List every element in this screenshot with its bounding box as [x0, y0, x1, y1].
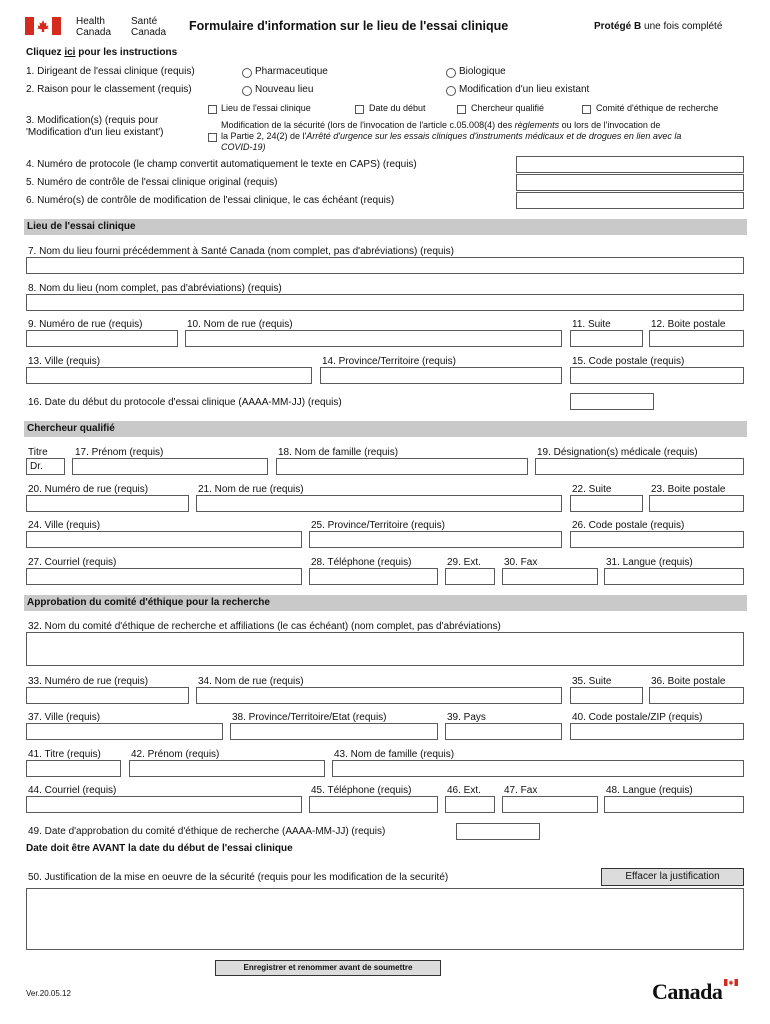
q32-label: 32. Nom du comité d'éthique de recherche et affiliations (le cas échéant) (nom complet, pas d'abréviations): [28, 621, 501, 632]
q48-label: 48. Langue (requis): [606, 785, 693, 796]
q10-label: 10. Nom de rue (requis): [187, 319, 293, 330]
form-title: Formulaire d'information sur le lieu de l'essai clinique: [189, 19, 509, 33]
q2-radio-new[interactable]: [242, 86, 252, 96]
section-investigator-header: Chercheur qualifié: [24, 421, 747, 437]
q41-input[interactable]: [26, 760, 121, 777]
q21-label: 21. Nom de rue (requis): [198, 484, 304, 495]
q10-input[interactable]: [185, 330, 562, 347]
q44-label: 44. Courriel (requis): [28, 785, 117, 796]
q3-opt-site: Lieu de l'essai clinique: [221, 103, 311, 113]
q14-label: 14. Province/Territoire (requis): [322, 356, 456, 367]
q49-input[interactable]: [456, 823, 540, 840]
q3-safety-1: Modification de la sécurité (lors de l'invocation de l'article c.05.008(4) des: [221, 120, 513, 130]
q13-input[interactable]: [26, 367, 312, 384]
q3-safety-1-end: ou lors de l'invocation de: [561, 120, 661, 130]
q24-label: 24. Ville (requis): [28, 520, 101, 531]
q42-input[interactable]: [129, 760, 325, 777]
q22-label: 22. Suite: [572, 484, 612, 495]
clear-justification-button[interactable]: Effacer la justification: [601, 868, 744, 886]
q36-label: 36. Boite postale: [651, 676, 726, 687]
q42-label: 42. Prénom (requis): [131, 749, 220, 760]
q39-input[interactable]: [445, 723, 562, 740]
q19-input[interactable]: [535, 458, 744, 475]
q3-checkbox-ethics[interactable]: [582, 105, 591, 114]
protected-label: [594, 21, 722, 32]
q7-label: 7. Nom du lieu fourni précédemment à Santé Canada (nom complet, pas d'abréviations) (requis): [28, 246, 455, 257]
protected-b: Protégé B: [594, 21, 642, 32]
q3-opt-ethics: Comité d'éthique de recherche: [596, 103, 719, 113]
q26-label: 26. Code postale (requis): [572, 520, 685, 531]
q46-input[interactable]: [445, 796, 495, 813]
q3-label-1: 3. Modification(s) (requis pour: [26, 115, 159, 126]
q3-checkbox-date[interactable]: [355, 105, 364, 114]
q3-safety-line1: [221, 120, 660, 130]
titre-input[interactable]: Dr.: [26, 458, 65, 475]
version-label: Ver.20.05.12: [26, 989, 71, 998]
instructions-pre: Cliquez: [26, 47, 62, 58]
q12-label: 12. Boite postale: [651, 319, 726, 330]
q28-input[interactable]: [309, 568, 438, 585]
q40-input[interactable]: [570, 723, 744, 740]
q29-input[interactable]: [445, 568, 495, 585]
q49-note: Date doit être AVANT la date du début de l'essai clinique: [26, 843, 293, 854]
q4-input[interactable]: [516, 156, 744, 173]
q34-label: 34. Nom de rue (requis): [198, 676, 304, 687]
q46-label: 46. Ext.: [447, 785, 481, 796]
q45-input[interactable]: [309, 796, 438, 813]
q28-label: 28. Téléphone (requis): [311, 557, 412, 568]
q1-opt-bio: Biologique: [459, 66, 506, 77]
dept-en-line1: Health: [76, 16, 105, 27]
q3-safety-3-italic: COVID-19): [221, 142, 266, 152]
q35-input[interactable]: [570, 687, 643, 704]
q6-input[interactable]: [516, 192, 744, 209]
q9-label: 9. Numéro de rue (requis): [28, 319, 143, 330]
q16-label: 16. Date du début du protocole d'essai clinique (AAAA-MM-JJ) (requis): [28, 397, 342, 408]
q50-textarea[interactable]: [26, 888, 744, 950]
q31-input[interactable]: [604, 568, 744, 585]
q1-radio-bio[interactable]: [446, 68, 456, 78]
canada-flag-icon: [25, 17, 61, 35]
q43-input[interactable]: [332, 760, 744, 777]
q3-safety-line3: [221, 142, 266, 152]
q30-label: 30. Fax: [504, 557, 538, 568]
q3-opt-investigator: Chercheur qualifié: [471, 103, 545, 113]
q27-label: 27. Courriel (requis): [28, 557, 117, 568]
q3-checkbox-safety[interactable]: [208, 133, 217, 142]
q1-label: 1. Dirigeant de l'essai clinique (requis): [26, 66, 195, 77]
q44-input[interactable]: [26, 796, 302, 813]
q19-label: 19. Désignation(s) médicale (requis): [537, 447, 698, 458]
section-site-header: Lieu de l'essai clinique: [24, 219, 747, 235]
q3-safety-1-italic: règlements: [514, 120, 560, 130]
q6-label: 6. Numéro(s) de contrôle de modification de l'essai clinique, le cas échéant (requis): [26, 195, 395, 206]
q37-label: 37. Ville (requis): [28, 712, 101, 723]
q25-label: 25. Province/Territoire (requis): [311, 520, 445, 531]
q11-label: 11. Suite: [572, 319, 611, 330]
q17-input[interactable]: [72, 458, 268, 475]
q8-label: 8. Nom du lieu (nom complet, pas d'abréviations) (requis): [28, 283, 282, 294]
q3-opt-date: Date du début: [369, 103, 426, 113]
q26-input[interactable]: [570, 531, 744, 548]
q49-label: 49. Date d'approbation du comité d'éthique de recherche (AAAA-MM-JJ) (requis): [28, 826, 386, 837]
q1-opt-pharma: Pharmaceutique: [255, 66, 328, 77]
q17-label: 17. Prénom (requis): [75, 447, 164, 458]
q4-label: 4. Numéro de protocole (le champ convertit automatiquement le texte en CAPS) (requis): [26, 159, 417, 170]
q3-safety-2-italic: Arrêté d'urgence sur les essais cliniques d'instruments médicaux et de drogues en lien avec la: [306, 131, 682, 141]
q15-input[interactable]: [570, 367, 744, 384]
q35-label: 35. Suite: [572, 676, 612, 687]
protected-rest: une fois complété: [644, 21, 723, 32]
q8-input[interactable]: [26, 294, 744, 311]
q40-label: 40. Code postale/ZIP (requis): [572, 712, 703, 723]
q20-label: 20. Numéro de rue (requis): [28, 484, 149, 495]
instructions-line: [26, 47, 177, 58]
q41-label: 41. Titre (requis): [28, 749, 101, 760]
q11-input[interactable]: [570, 330, 643, 347]
q45-label: 45. Téléphone (requis): [311, 785, 412, 796]
titre-label: Titre: [28, 447, 48, 458]
q3-safety-line2: [221, 131, 681, 141]
q15-label: 15. Code postale (requis): [572, 356, 685, 367]
dept-en-line2: Canada: [76, 27, 112, 38]
q23-input[interactable]: [649, 495, 744, 512]
q5-label: 5. Numéro de contrôle de l'essai clinique original (requis): [26, 177, 278, 188]
save-rename-button[interactable]: Enregistrer et renommer avant de soumettre: [215, 960, 441, 976]
q47-input[interactable]: [502, 796, 598, 813]
q13-label: 13. Ville (requis): [28, 356, 101, 367]
q29-label: 29. Ext.: [447, 557, 481, 568]
section-ethics-header: Approbation du comité d'éthique pour la recherche: [24, 595, 747, 611]
q14-input[interactable]: [320, 367, 562, 384]
q18-label: 18. Nom de famille (requis): [278, 447, 399, 458]
q33-label: 33. Numéro de rue (requis): [28, 676, 149, 687]
wordmark-flag-icon: [724, 979, 738, 986]
q2-label: 2. Raison pour le classement (requis): [26, 84, 192, 95]
q3-checkbox-investigator[interactable]: [457, 105, 466, 114]
q50-label: 50. Justification de la mise en oeuvre de la sécurité (requis pour les modification de la securité): [28, 872, 449, 883]
q16-input[interactable]: [570, 393, 654, 410]
q34-input[interactable]: [196, 687, 562, 704]
q27-input[interactable]: [26, 568, 302, 585]
q47-label: 47. Fax: [504, 785, 538, 796]
q21-input[interactable]: [196, 495, 562, 512]
q2-radio-modify[interactable]: [446, 86, 456, 96]
instructions-link[interactable]: ici: [64, 47, 76, 58]
q2-opt-new: Nouveau lieu: [255, 84, 314, 95]
q7-input[interactable]: [26, 257, 744, 274]
q2-opt-modify: Modification d'un lieu existant: [459, 84, 590, 95]
q38-input[interactable]: [230, 723, 438, 740]
instructions-post: pour les instructions: [78, 47, 178, 58]
q33-input[interactable]: [26, 687, 189, 704]
q25-input[interactable]: [309, 531, 562, 548]
q31-label: 31. Langue (requis): [606, 557, 693, 568]
q37-input[interactable]: [26, 723, 223, 740]
canada-wordmark: [652, 979, 722, 1005]
q30-input[interactable]: [502, 568, 598, 585]
q12-input[interactable]: [649, 330, 744, 347]
canada-wordmark-text: Canada: [652, 979, 723, 1004]
q3-checkbox-site[interactable]: [208, 105, 217, 114]
q23-label: 23. Boite postale: [651, 484, 726, 495]
q22-input[interactable]: [570, 495, 643, 512]
q1-radio-pharma[interactable]: [242, 68, 252, 78]
q5-input[interactable]: [516, 174, 744, 191]
dept-fr-line1: Santé: [131, 16, 158, 27]
q32-input[interactable]: [26, 632, 744, 666]
q24-input[interactable]: [26, 531, 302, 548]
q43-label: 43. Nom de famille (requis): [334, 749, 455, 760]
q3-label-2: 'Modification d'un lieu existant'): [26, 127, 164, 138]
q18-input[interactable]: [276, 458, 528, 475]
q3-safety-2: la Partie 2, 24(2) de l': [221, 131, 307, 141]
q36-input[interactable]: [649, 687, 744, 704]
q9-input[interactable]: [26, 330, 178, 347]
dept-fr-line2: Canada: [131, 27, 167, 38]
q38-label: 38. Province/Territoire/Etat (requis): [232, 712, 387, 723]
q48-input[interactable]: [604, 796, 744, 813]
q39-label: 39. Pays: [447, 712, 486, 723]
q20-input[interactable]: [26, 495, 189, 512]
